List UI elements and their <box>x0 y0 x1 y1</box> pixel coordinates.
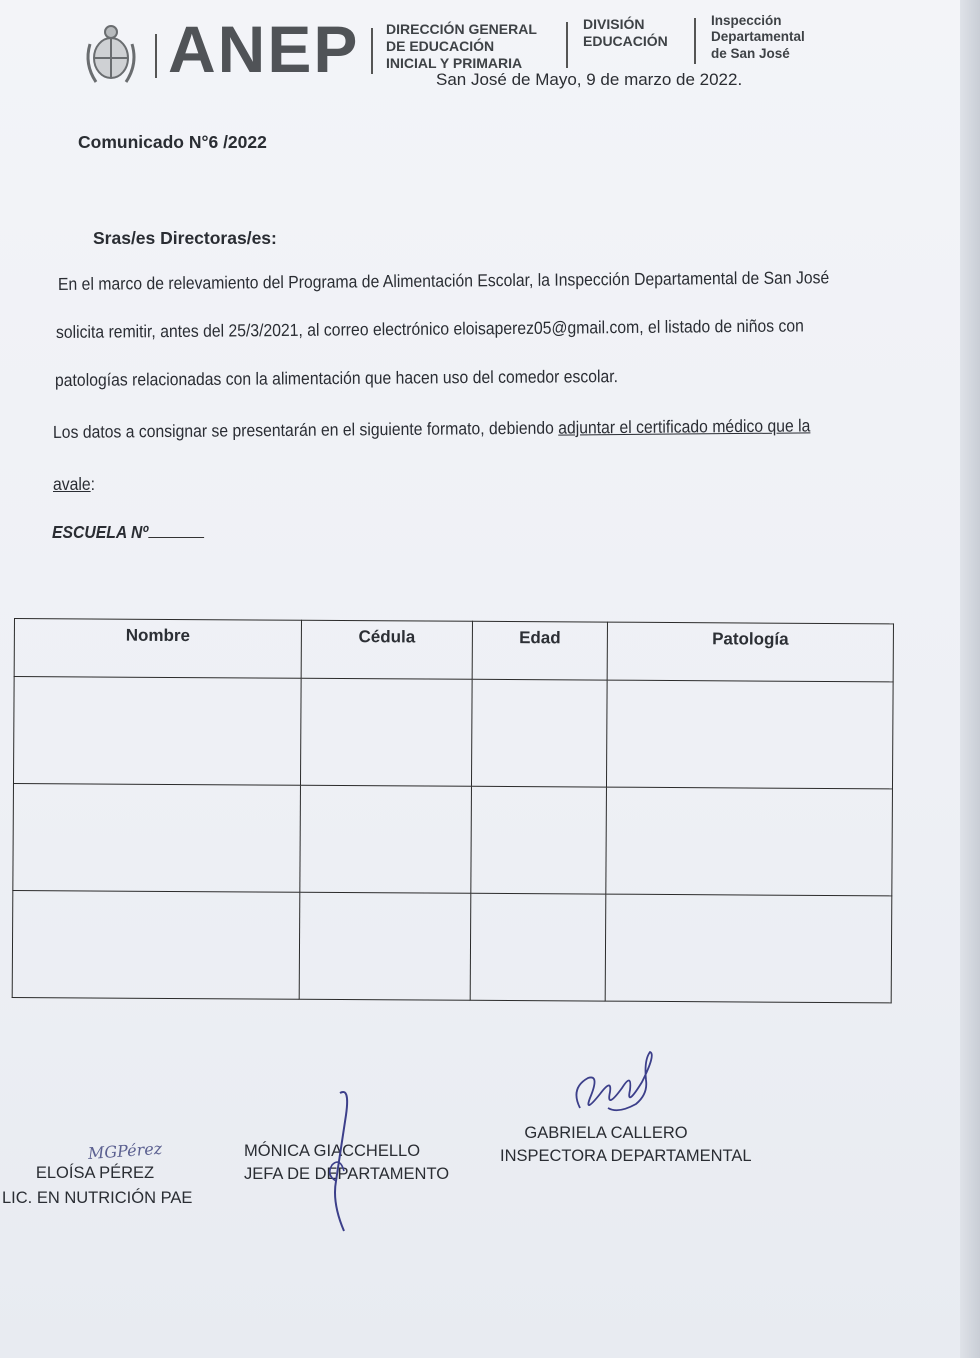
communique-number: Comunicado N°6 /2022 <box>78 132 267 152</box>
header-divider <box>694 18 696 64</box>
underlined-requirement: avale <box>53 474 91 494</box>
column-header: Edad <box>472 621 607 680</box>
table-header-row <box>14 619 893 682</box>
salutation: Sras/es Directoras/es: <box>93 228 277 248</box>
table-cell[interactable] <box>299 892 471 1000</box>
table-row <box>12 890 892 1002</box>
signatory-name: ELOÍSA PÉREZ <box>35 1164 155 1182</box>
inspection-line: de San José <box>711 45 790 61</box>
anep-logo-text: ANEP <box>168 12 360 86</box>
table-row <box>13 677 893 789</box>
table-cell[interactable] <box>471 679 607 787</box>
signature-block-nutrition <box>2 1164 193 1208</box>
underlined-requirement: adjuntar el certificado médico que la <box>558 415 811 438</box>
background-edge <box>960 0 980 1358</box>
paragraph-line: solicita remitir, antes del 25/3/2021, al correo electrónico eloisaperez05@gmail.com, el listado de niños con <box>55 315 804 342</box>
direction-line: INICIAL Y PRIMARIA <box>386 55 523 72</box>
signatory-title: INSPECTORA DEPARTAMENTAL <box>500 1147 752 1165</box>
school-label: ESCUELA Nº <box>52 522 149 542</box>
table-cell[interactable] <box>13 783 301 892</box>
inspection-block <box>711 13 805 62</box>
direction-line: DIRECCIÓN GENERAL <box>386 21 537 37</box>
table-cell[interactable] <box>470 893 606 1001</box>
header-divider <box>155 34 157 78</box>
table-cell[interactable] <box>300 678 472 786</box>
paragraph-text: Los datos a consignar se presentarán en el siguiente formato, debiendo <box>52 417 559 442</box>
school-field <box>52 522 204 543</box>
table-row <box>13 783 893 895</box>
coat-of-arms-icon <box>80 24 142 88</box>
column-header: Patología <box>607 622 893 682</box>
table-cell[interactable] <box>12 890 300 999</box>
paragraph-line: patologías relacionadas con la alimentación que hacen uso del comedor escolar. <box>54 366 619 390</box>
inspection-line: Departamental <box>711 29 805 45</box>
signatory-name: MÓNICA GIACCHELLO <box>244 1142 421 1160</box>
direction-block <box>386 21 537 72</box>
header-divider <box>566 22 568 68</box>
inspection-line: Inspección <box>711 13 782 28</box>
signatory-title: LIC. EN NUTRICIÓN PAE <box>2 1189 193 1207</box>
paragraph-line <box>53 415 811 443</box>
table-cell[interactable] <box>606 787 893 896</box>
paragraph-line <box>53 474 95 495</box>
table-cell[interactable] <box>471 786 607 894</box>
division-line: DIVISIÓN <box>583 16 645 32</box>
handwritten-initials: MGPérez <box>87 1138 163 1163</box>
document-date: San José de Mayo, 9 de marzo de 2022. <box>436 70 743 89</box>
table-cell[interactable] <box>300 785 472 893</box>
header-divider <box>371 28 373 74</box>
table-cell[interactable] <box>13 677 301 786</box>
division-block <box>583 16 668 50</box>
signature-scribble <box>310 1085 370 1235</box>
division-line: EDUCACIÓN <box>583 33 668 50</box>
signature-scribble <box>560 1048 670 1128</box>
signatory-name: GABRIELA CALLERO <box>524 1124 688 1142</box>
table-cell[interactable] <box>606 680 893 789</box>
school-blank <box>148 523 204 538</box>
data-table <box>12 618 894 1003</box>
signatory-title: JEFA DE DEPARTAMENTO <box>244 1165 450 1183</box>
paragraph-line: En el marco de relevamiento del Programa de Alimentación Escolar, la Inspección Departamental de San José <box>57 267 830 294</box>
column-header: Nombre <box>14 619 301 679</box>
direction-line: DE EDUCACIÓN <box>386 38 495 55</box>
paragraph-text: : <box>90 474 96 494</box>
column-header: Cédula <box>301 620 472 679</box>
signature-block-inspector <box>500 1124 752 1166</box>
table-cell[interactable] <box>605 894 892 1003</box>
